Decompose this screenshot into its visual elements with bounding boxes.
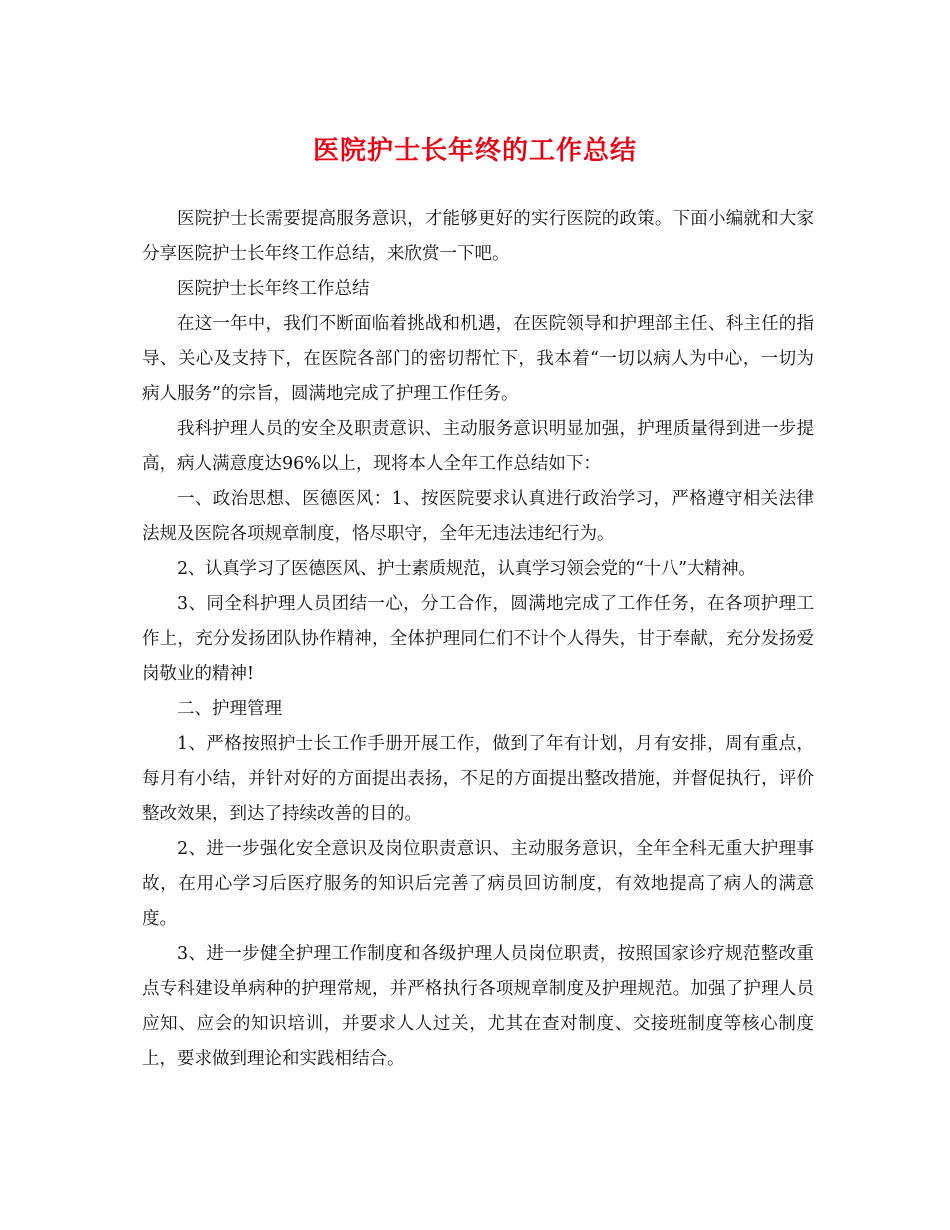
body-paragraph: 我科护理人员的安全及职责意识、主动服务意识明显加强，护理质量得到进一步提高，病人满意度达96%以上，现将本人全年工作总结如下： (142, 419, 814, 474)
subheading-paragraph: 医院护士长年终工作总结 (177, 279, 370, 299)
intro-paragraph: 医院护士长需要提高服务意识，才能够更好的实行医院的政策。下面小编就和大家分享医院护士长年终工作总结，来欣赏一下吧。 (142, 209, 814, 264)
body-paragraph: 2、认真学习了医德医风、护士素质规范，认真学习领会党的“十八”大精神。 (177, 559, 756, 579)
body-paragraph: 3、同全科护理人员团结一心，分工合作，圆满地完成了工作任务，在各项护理工作上，充分发扬团队协作精神，全体护理同仁们不计个人得失，甘于奉献，充分发扬爱岗敬业的精神! (142, 594, 814, 684)
body-paragraph: 在这一年中，我们不断面临着挑战和机遇，在医院领导和护理部主任、科主任的指导、关心及支持下，在医院各部门的密切帮忙下，我本着“一切以病人为中心，一切为病人服务”的宗旨，圆满地完成了护理工作任务。 (142, 314, 814, 404)
document-body (142, 202, 814, 1077)
body-paragraph: 2、进一步强化安全意识及岗位职责意识、主动服务意识，全年全科无重大护理事故，在用心学习后医疗服务的知识后完善了病员回访制度，有效地提高了病人的满意度。 (142, 839, 814, 929)
body-paragraph: 3、进一步健全护理工作制度和各级护理人员岗位职责，按照国家诊疗规范整改重点专科建设单病种的护理常规，并严格执行各项规章制度及护理规范。加强了护理人员应知、应会的知识培训，并要求人人过关，尤其在查对制度、交接班制度等核心制度上，要求做到理论和实践相结合。 (142, 944, 814, 1069)
section-one-paragraph: 一、政治思想、医德医风：1、按医院要求认真进行政治学习，严格遵守相关法律法规及医院各项规章制度，恪尽职守，全年无违法违纪行为。 (142, 489, 814, 544)
document-title: 医院护士长年终的工作总结 (312, 136, 637, 166)
body-paragraph: 1、严格按照护士长工作手册开展工作，做到了年有计划，月有安排，周有重点，每月有小结，并针对好的方面提出表扬，不足的方面提出整改措施，并督促执行，评价整改效果，到达了持续改善的目的。 (142, 734, 814, 824)
section-two-heading: 二、护理管理 (177, 699, 282, 719)
